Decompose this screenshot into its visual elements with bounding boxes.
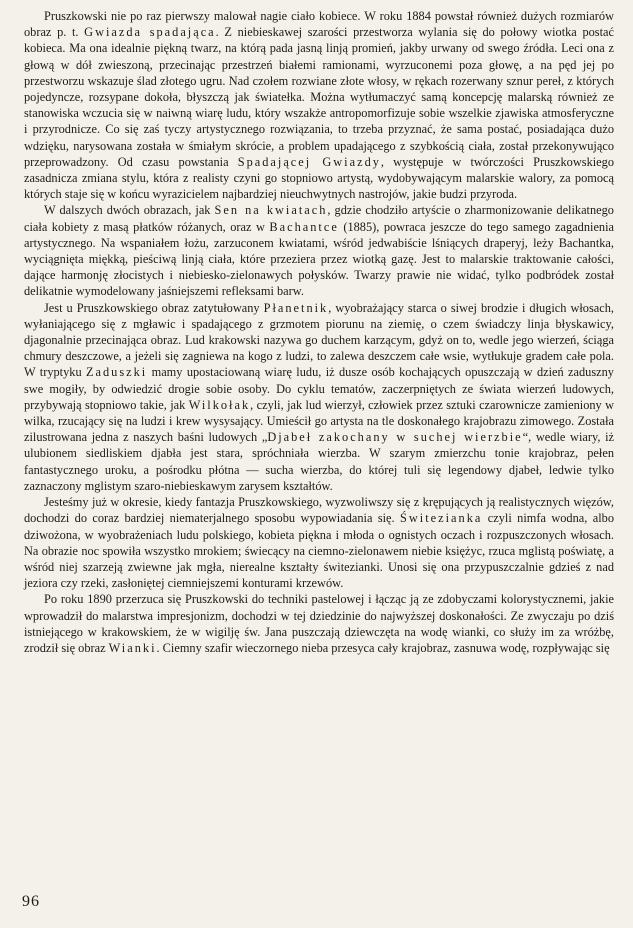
text-run: Jest u Pruszkowskiego obraz zatytułowany — [44, 300, 264, 315]
text-run: Jesteśmy już w okresie, kiedy fantazja Pruszkowskiego, wyzwoliwszy się z krępujących ją realistycznych więzów, dochodzi do coraz bardziej niematerjalnego sposobu wypowiadania się. — [24, 495, 614, 526]
spaced-title: Wianki — [108, 640, 157, 655]
paragraph — [24, 300, 614, 494]
spaced-title: Płanetnik — [263, 300, 329, 315]
page-number: 96 — [22, 893, 40, 910]
text-run: czyli nimfa wodna, albo dziwożona, w wyobrażeniach ludu polskiego, kobieta piękna i młoda o ognistych oczach i rozpuszczonych włosach. Na obrazie noc spowiła wszystko mrokiem; świecący na ciemno-zielonawem niebie księżyc, rzuca mglistą poświatę, a wśród niej szarzeją zwiewne jak mgła, nierealne kształty świtezianki. Unosi się ona przypuszczalnie gdzieś z nad jeziora czy rzeki, zasłoniętej ciemniejszemi konturami krzewów. — [24, 511, 614, 591]
paragraph — [24, 494, 614, 591]
spaced-title: Djabeł zakochany w suchej wierzbie — [267, 430, 523, 445]
spaced-title: Gwiazda spadająca — [84, 25, 216, 40]
text-run: W dalszych dwóch obrazach, jak — [44, 203, 215, 218]
spaced-title: Wilkołak — [188, 397, 251, 412]
paragraph — [24, 8, 614, 202]
spaced-title: Sen na kwiatach — [214, 203, 328, 218]
text-run: , występuje w twórczości Pruszkowskiego zasadnicza zmiana stylu, która z realisty czyni go stopniowo artystą, wydobywającym malarskie walory, za pomocą których staje się w końcu wyrazicielem najbardziej nieuchwytnych nastrojów, jakie budzi przyroda. — [24, 154, 614, 202]
text-run: Pruszkowski nie po raz pierwszy malował nagie ciało kobiece. W roku 1884 powstał również dużych rozmiarów obraz p. t. — [24, 9, 614, 40]
text-run: . Ciemny szafir wieczornego nieba przesyca cały krajobraz, zasnuwa wodę, rozpływając się — [156, 640, 610, 655]
spaced-title: Bachantce — [269, 219, 339, 234]
paragraph — [24, 202, 614, 299]
spaced-title: Zaduszki — [85, 365, 148, 380]
spaced-title: Spadającej Gwiazdy — [237, 154, 381, 169]
spaced-title: Świtezianka — [400, 511, 483, 526]
text-run: . Z niebieskawej szarości przestworza wylania się do połowy wiotka postać kobieca. Ma ona idealnie piękną twarz, na którą pada jasną linją promień, jakby urwany od swego źródła. Leci ona z głową w dół zwieszoną, przecinając przestrzeń białemi ramionami, wyrzuconemi poza głowę, a na pęd jej po przestworzu wskazuje ślad złotego ugru. Nad czołem rozwiane złote włosy, w rękach rozerwany sznur pereł, z których pojedyncze, rozsypane dokoła, błyszczą jak światełka. Można wytłumaczyć samą koncepcję malarską również ze stanowiska wczucia się w naiwną wiarę ludu, który wszakże antropomorfizuje sobie wszelkie zjawiska atmosferyczne i przyrodnicze. Co się zaś tyczy artystycznego rozwiązania, to trzeba przyznać, że sama postać, posiadająca dużo wdzięku, narysowana została w śmiałym skrócie, a problem upadającego z szybkością ciała, został przekonywująco przeprowadzony. Od czasu powstania — [24, 25, 614, 169]
text-run: mamy upostaciowaną wiarę ludu, iż dusze osób kochających opuszczają w dzień zaduszny swe mogiły, by odwiedzić drogie sobie osoby. Do cyklu tematów, zaczerpniętych ze świata wierzeń ludowych, przybywają stopniowo takie, jak — [24, 365, 614, 412]
paragraph — [24, 591, 614, 656]
body-text — [24, 8, 614, 656]
text-run: “, wedle wiary, iż ulubionem siedliskiem djabła jest stara, spróchniała wierzba. W szarym zmierzchu tonie krajobraz, pełen fantastycznego uroku, a pośrodku płótna — sucha wierzba, do której tuli się legendowy djabeł, ledwie tylko zaznaczony mglistym szaro-niebieskawym zarysem kształtów. — [24, 430, 615, 493]
text-run: Po roku 1890 przerzuca się Pruszkowski do techniki pastelowej i łącząc ją ze zdobyczami kolorystycznemi, jakie wprowadził do malarstwa impresjonizm, dochodzi w tej dziedzinie do najwyższej doskonałości. Ze zwyczaju po dziś istniejącego w krakowskiem, że w wigilję św. Jana puszczają dziewczęta na wodę wianki, co służy im za wróżbę, zrodził się obraz — [24, 592, 614, 655]
text-run: , gdzie chodziło artyście o zharmonizowanie delikatnego ciała kobiety z masą płatków różanych, oraz w — [24, 203, 614, 234]
text-run: , wyobrażający starca o siwej brodzie i długich włosach, wyłaniającego się z mgławic i spadającego z grzmotem piorunu na ziemię, o czem świadczy linja błyskawicy, djagonalnie przecinająca obraz. Lud krakowski nazywa go duchem karzącym, gdyż on to, wedle jego wierzeń, ściąga chmury deszczowe, a jeżeli się zagniewa na kogo z ludzi, to zalewa deszczem całe wsie, wytłukuje gradem całe pola. W tryptyku — [24, 300, 614, 380]
text-run: , czyli, jak lud wierzył, człowiek przez sztuki czarownicze zamieniony w wilka, rzucający się na ludzi i krew wysysający. Umieścił go artysta na tle doskonałego krajobrazu zimowego. Została zilustrowana jedna z naszych baśni ludowych „ — [24, 397, 615, 445]
text-run: (1885), powraca jeszcze do tego samego zagadnienia artystycznego. Na wspaniałem łożu, zarzuconem kwiatami, wśród jedwabiście lśniących draperyj, leży Bachantka, wyciągnięta miękką, pieściwą linją ciała, które przeziera przez wiotką gazę. Jest to malarskie traktowanie całości, dające harmonję złocistych i niebiesko-zielonawych połysków. Twarzy prawie nie widać, tylko podbródek został delikatnie wymodelowany jaśniejszemi refleksami barw. — [24, 219, 615, 299]
